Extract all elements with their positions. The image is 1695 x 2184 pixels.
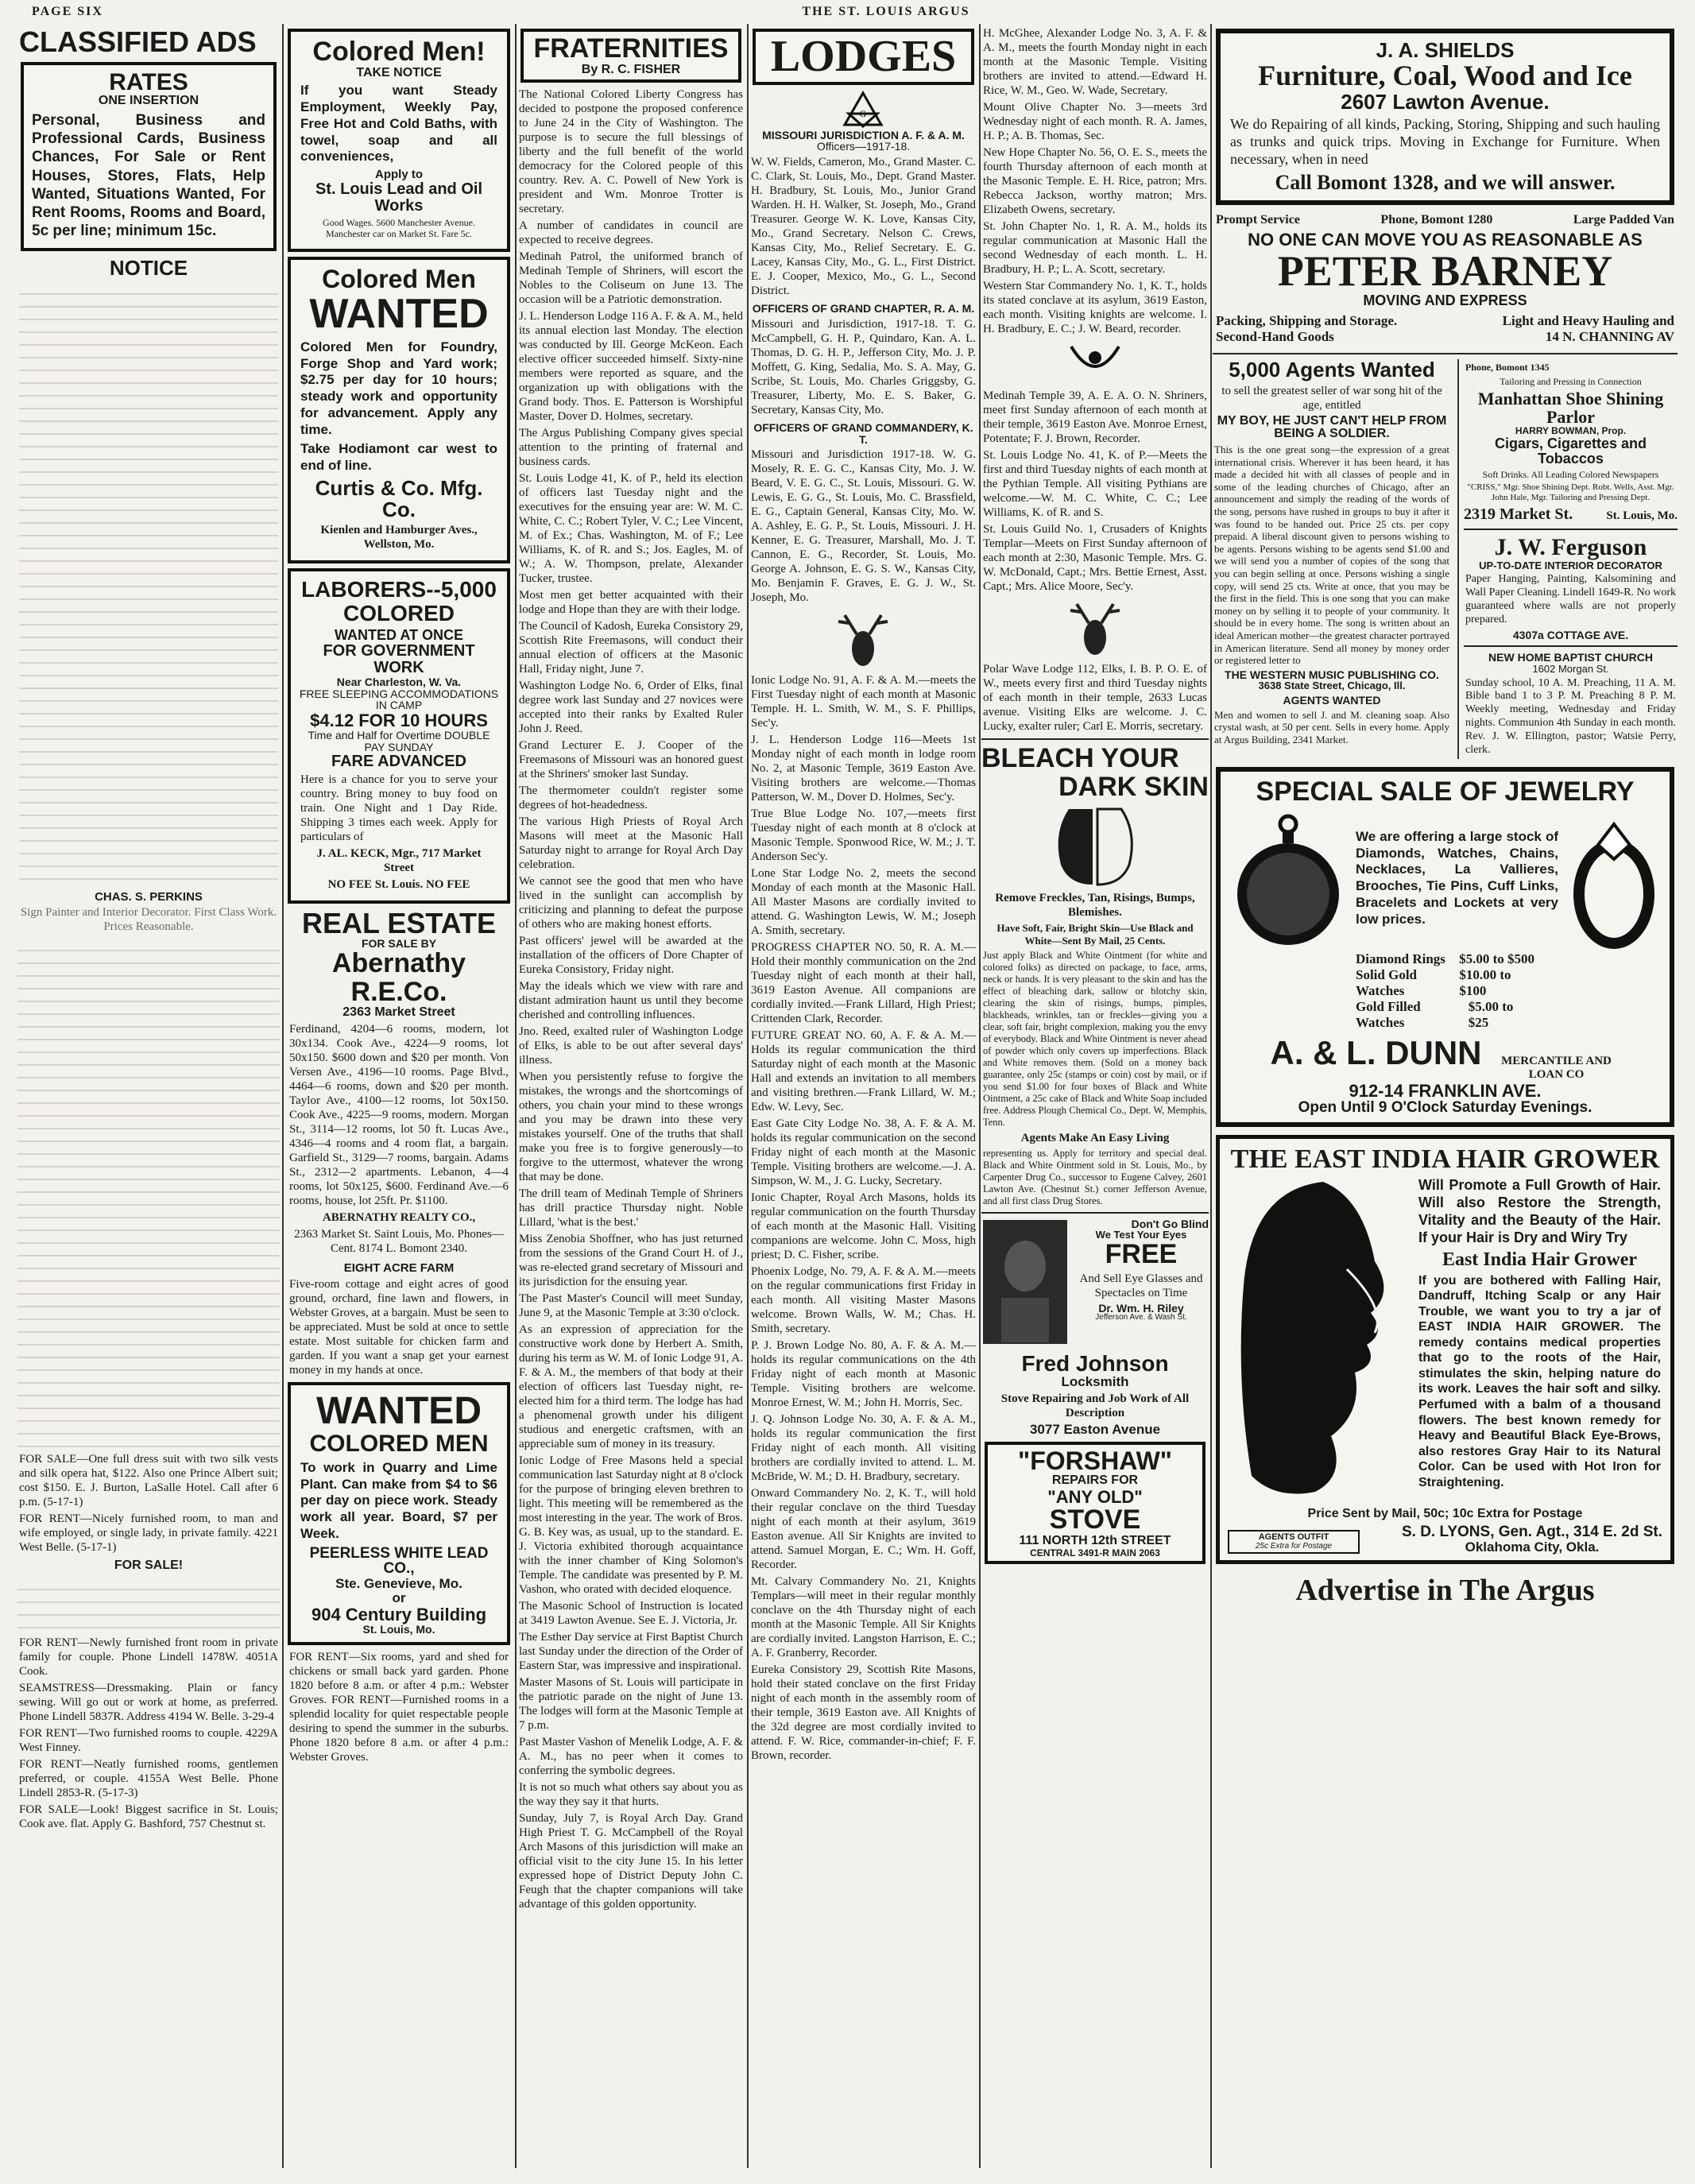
ad-company: Curtis & Co. Mfg. Co. [315,475,483,522]
church-text: Sunday school, 10 A. M. Preaching, 11 A. M. Bible band 1 to 3 P. M. Preaching 8 P. M. Weekly meeting, Wednesday and Friday nights. Communion 4th Sunday in each month. Rev. J. W. Ellington, pastor; Watsie Perry, clerk. [1465,676,1676,756]
doctor-portrait [981,1218,1069,1346]
shoe-cigars: Cigars, Cigarettes and Tobaccos [1494,435,1647,467]
hair-product: East India Hair Grower [1442,1249,1638,1270]
agents-publisher: THE WESTERN MUSIC PUBLISHING CO. [1225,668,1439,681]
forshaw-line-1: REPAIRS FOR [1051,1473,1139,1488]
classified-item-6: FOR SALE—Look! Biggest sacrifice in St. Louis; Cook ave. flat. Apply G. Bashford, 757 Chestnut st. [19,1803,278,1831]
forshaw-address: 111 NORTH 12th STREET [1019,1533,1171,1547]
agents-text: This is the one great song—the expression of a great international crisis. Wherever it has been heard, it has made a decided hit with all classes of people and in some of the leading churches of Chicago, after an announcement and simply the reading of the words of the song, persons have rushed in groups to buy it after it was found to be handed out. Price 25 cts. per copy prepaid. A liberal discount given to persons wishing to be agents. Persons wishing to be agents send $1.00 and we will send you a number of copies of the song that you can begin selling at once. Persons wishing a single copy, will send 25 cts. Write at once, that you may be the first in the field. This is one song that you can make money on by selling it to people of your community. It should be in every home. The song is written about an ideal American mother—the greatest character portrayed in American literature. Send all money by money order or registered letter to [1214,443,1449,667]
ad-or: or [392,1590,406,1606]
fraternity-item: We cannot see the good that men who have lived in the sunlight can accomplish by criticizing and planning to defeat the purpose of others who are making honest efforts. [519,875,743,931]
ads-column [284,24,513,2168]
shriner-emblem [981,339,1209,386]
lodges-part-8: PROGRESS CHAPTER NO. 50, R. A. M.—Hold their monthly communication on the 2nd Tuesday night of each month at their hall, 3619 Easton Avenue. All companions are cordially invited.—Frank Lillard, High Priest; Crittenden Clark, Recorder. [751,941,976,1026]
jewelry-price-row [1356,999,1534,1031]
ad-company-2: ABERNATHY REALTY CO., [322,1211,476,1225]
curtis-ad [288,257,510,564]
advertise-argus: Advertise in The Argus [1295,1574,1595,1608]
classified-title: CLASSIFIED ADS [19,25,257,58]
jewelry-title: SPECIAL SALE OF JEWELRY [1256,776,1635,807]
fraternity-item: St. Louis Lodge 41, K. of P., held its election of officers last Tuesday night and the executives for the ensuing year are: W. M. C. White, C. C.; Robert Tyler, V. C.; Lee Vincent, M. of Ex.; Chas. Washington, M. of F.; Lee Williams, K. of R. and S.; Jos. Eagles, M. of W.; A. W. Thompson, prelate, Alexander Tucker, trustee. [519,472,743,586]
classified-column [17,24,280,2168]
ad-listings: Ferdinand, 4204—6 rooms, modern, lot 30x134. Cook Ave., 4224—9 rooms, lot 50x150. $600 down and $20 per month. Von Versen Ave., 4196—10 rooms. Page Blvd., 4464—6 rooms, down and $20 per month. Taylor Ave., 4100—12 rooms, lot 50x150. Cook Ave., 4225—9 rooms, modern. Morgan St., 3114—12 rooms, lot 50 ft. Lucas Ave., 4346—4 rooms and 4 room flat, a bargain. Garfield St., 3129—7 rooms, bargain. Adams St., 2312—2 apartments. Lebanon, 4—4 rooms, lot 50x125, $600. Ferdinand Ave.—6 rooms, house, lot 25ft. Pr. $1100. [289,1023,509,1208]
bleach-price: Have Soft, Fair, Bright Skin—Use Black and White—Sent By Mail, 25 Cents. [996,922,1194,947]
ferguson-trade: UP-TO-DATE INTERIOR DECORATOR [1479,559,1662,571]
ad-title: WANTED [316,1389,482,1432]
ad-title: LABORERS--5,000 [301,577,497,602]
shields-call: Call Bomont 1328, and we will answer. [1275,171,1616,195]
lodge-entry-9: Polar Wave Lodge 112, Elks, I. B. P. O. E. of W., meets every first and third Tuesday nights of each month in their temple, 2633 Lucas avenue. Visiting Elks are welcome. J. C. Lucky, exalter ruler; Carl E. Morris, secretary. [983,663,1207,733]
fraternity-item: The various High Priests of Royal Arch Masons will meet at the Masonic Hall Saturday night to arrange for Royal Arch Day celebration. [519,815,743,872]
shoe-drinks: Soft Drinks. All Leading Colored Newspapers [1482,468,1659,480]
bleach-ad [981,745,1209,1207]
hair-price: Price Sent by Mail, 50c; 10c Extra for Postage [1307,1506,1583,1520]
lodge-entry-2: Mount Olive Chapter No. 3—meets 3rd Wednesday night of each month. R. A. James, H. P.; A. B. Thomas, Sec. [983,101,1207,142]
farm-text: Five-room cottage and eight acres of good ground, orchard, fine lawn and flowers, in Webster Groves, at a bargain. Must be seen to be appreciated. Must be sold at once to settle estate. Most suitable for chicken farm and garden. If you want a snap get your earnest money in my hands at once. [289,1277,509,1377]
faded-classifieds [19,282,278,886]
square-compass-emblem [749,90,977,130]
ad-fee: NO FEE St. Louis. NO FEE [327,877,470,891]
barney-service: Prompt Service [1216,212,1300,227]
eyes-free: FREE [1105,1238,1178,1269]
shields-business: Furniture, Coal, Wood and Ice [1258,60,1632,92]
barney-name: PETER BARNEY [1277,246,1613,295]
ad-line: FARE ADVANCED [331,752,466,770]
fraternity-item: Past Master Vashon of Menelik Lodge, A. F. & A. M., has no peer when it comes to conferring the symbolic degrees. [519,1736,743,1778]
chapter-title: OFFICERS OF GRAND CHAPTER, R. A. M. [752,302,975,316]
ad-line: FOR GOVERNMENT WORK [323,642,475,677]
barney-phone: Phone, Bomont 1280 [1380,212,1493,227]
shoe-shine-ad [1464,362,1678,524]
rates-text: Personal, Business and Professional Cards, Business Chances, For Sale or Rent Houses, Stores, Flats, Help Wanted, Situations Wanted, For Rent Rooms, Rooms and Board, 5c per line; minimum 15c. [32,112,265,240]
dunn-hours: Open Until 9 O'Clock Saturday Evenings. [1298,1099,1592,1117]
shoe-name: Manhattan Shoe Shining Parlor [1477,389,1664,428]
hair-postage: 25c Extra for Postage [1255,1541,1333,1551]
forshaw-ad [985,1442,1205,1565]
fraternity-item: Washington Lodge No. 6, Order of Elks, final degree work last Sunday and 27 novices were accepted into their ranks by Exalted Ruler John J. Reed. [519,680,743,736]
barney-goods: Second-Hand Goods [1216,329,1334,345]
lodges-officers: Officers—1917-18. [816,140,911,153]
fraternity-item: Master Masons of St. Louis will participate in the patriotic parade on the night of June 13. The lodges will form at the Masonic Temple at 7 p.m. [519,1676,743,1733]
eyes-address: Jefferson Ave. & Wash St. [1095,1313,1187,1322]
forshaw-line-3: STOVE [1049,1504,1141,1535]
lodges-part-4: Ionic Lodge No. 91, A. F. & A. M.—meets the First Tuesday night of each month at Masonic Temple. H. L. Smith, W. M., S. F. Phillips, Sec'y. [751,674,976,730]
fraternity-item: A number of candidates in council are expected to receive degrees. [519,219,743,247]
hair-text: If you are bothered with Falling Hair, Dandruff, Itching Scalp or any Hair Trouble, we want you to try a jar of EAST INDIA HAIR GROWER. The remedy contains medical properties that go to the roots of the Hair, stimulates the skin, helping nature do its work. Leaves the hair soft and silky. Perfumed with a balm of a thousand flowers. The best known remedy for Heavy and Beautiful Black Eye-Brows, also restores Gray Hair to its Natural Color. Can be used with Hot Iron for Straightening. [1418,1273,1661,1489]
lodges-part-7: Lone Star Lodge No. 2, meets the second Monday of each month at the Masonic Hall. All Master Masons are cordially invited to attend. G. Washington Lewis, W. M.; Joseph A. Smith, secretary. [751,867,976,938]
classified-item-5: FOR RENT—Neatly furnished rooms, gentlemen preferred, or couple. 4155A West Belle. Phone Lindell 2853-R. (5-17-3) [19,1758,278,1800]
rates-box [21,62,277,252]
hair-claims: Will Promote a Full Growth of Hair. Will also Restore the Strength, Vitality and the Beauty of the Hair. If your Hair is Dry and Wiry Try [1418,1176,1661,1245]
forshaw-line-2: "ANY OLD" [1047,1487,1143,1508]
lodge-entry-5: Western Star Commandery No. 1, K. T., holds its stated conclave at its asylum, 3619 Easton, each month. Visiting knights are welcome. I. H. Bradbury, E. C.; J. W. Beard, recorder. [983,280,1207,335]
lodges-part-9: FUTURE GREAT NO. 60, A. F. & A. M.—Holds its regular communication the third Saturday night of each month at the Masonic Hall and extends an invitation to all members and visiting brethren.—Frank Lillard, W. M.; Edw. W. Levy, Sec. [751,1029,976,1114]
rates-sub: ONE INSERTION [98,94,199,108]
fraternity-item: Jno. Reed, exalted ruler of Washington Lodge of Elks, is able to be out after several days' illness. [519,1025,743,1067]
lodges-part-2: Missouri and Jurisdiction, 1917-18. T. G. McCampbell, G. H. P., Quindaro, Kan. A. L. Thomas, D. G. H. P., Jefferson City, Mo. J. P. Moffett, G. King, Sedalia, Mo. S. A. May, G. Scribe, St. Louis, Mo. Charles Griggsby, G. Treasurer, Liberty, Mo. E. S. Baker, G. Secretary, Kansas City, Mo. [751,317,976,416]
bleach-title-2: DARK SKIN [1058,771,1209,802]
newspaper-name: THE ST. LOUIS ARGUS [802,5,970,18]
woman-profile-illustration [1228,1174,1411,1508]
church-name: NEW HOME BAPTIST CHURCH [1488,651,1653,664]
eye-doctor-ad [981,1218,1209,1346]
church-address: 1602 Morgan St. [1532,663,1609,676]
fraternity-item: Grand Lecturer E. J. Cooper of the Freemasons of Missouri was an honored guest at the Shriners' smoker last Sunday. [519,739,743,781]
hair-agent: S. D. LYONS, Gen. Agt., 314 E. 2d St. [1401,1523,1662,1540]
shields-text: We do Repairing of all kinds, Packing, Storing, Shipping and such hauling as trunks and quick trips. Moving in Exchange for Furniture. When necessary, when in need [1230,116,1660,168]
fraternities-header [520,29,741,83]
fraternity-item: Miss Zenobia Shoffner, who has just returned from the sessions of the Grand Court H. of J., was re-elected grand secretary of Missouri and its jurisdiction for the ensuing year. [519,1233,743,1289]
shoe-city: St. Louis, Mo. [1606,509,1678,523]
lodges-jurisdiction: MISSOURI JURISDICTION A. F. & A. M. [762,128,965,141]
forshaw-title: "FORSHAW" [1018,1446,1172,1475]
shoe-tailoring: Tailoring and Pressing in Connection [1500,375,1642,387]
ad-title: Colored Men! [312,37,486,67]
fraternities-title: FRATERNITIES [533,33,729,64]
lodges-part-1: W. W. Fields, Cameron, Mo., Grand Master. C. C. Clark, St. Louis, Mo., Dept. Grand Master. H. Bradbury, St. Louis, Mo., Junior Grand Warden. H. H. Walker, St. Joseph, Mo., Grand Treasurer. George W. K. Love, Kansas City, Mo., Grand Secretary. Nelson C. Crews, Kansas City, Mo., Relief Secretary. E. G. Lacey, Kansas City, Mo., G. L., First District. E. J. Cooper, Mexico, Mo., G. L., Second District. [751,156,976,298]
fred-address: 3077 Easton Avenue [1029,1421,1161,1437]
fred-services: Stove Repairing and Job Work of All Description [1000,1392,1190,1419]
dunn-address: 912-14 FRANKLIN AVE. [1349,1081,1542,1102]
barney-ad [1216,213,1674,346]
lodges-part-10: East Gate City Lodge No. 38, A. F. & A. M. holds its regular communication on the second Friday night of each month at the Masonic Temple. Visiting brothers are welcome.—J. A. Simpson, W. M., J. G. Lucky, Secretary. [751,1117,976,1188]
agents-ad [1213,359,1451,759]
ad-address: 2363 Market Street [342,1005,455,1020]
eyes-text: And Sell Eye Glasses and Spectacles on Time [1079,1272,1203,1299]
ad-apply: Apply to [375,168,423,182]
faded-classifieds-2 [17,939,280,1447]
polar-wave-elk-emblem [981,596,1209,660]
fraternity-item: Ionic Lodge of Free Masons held a special communication last Saturday night at 8 o'clock for the purpose of bringing eleven brethren to light. This meeting will be remembered as the most interesting in the year. The work of Bros. G. B. Key was, as usual, up to the standard. E. J. Victoria exhibited thorough acquaintance with the inner chamber of King Solomon's Temple. The candidate was presented by P. M. Vashon, who orated with decided eloquence. [519,1454,743,1597]
bleach-title-1: BLEACH YOUR [981,743,1179,773]
barney-tagline: NO ONE CAN MOVE YOU AS REASONABLE AS [1248,229,1643,250]
farm-title: EIGHT ACRE FARM [343,1261,455,1276]
ad-sub: TAKE NOTICE [356,65,442,79]
lodges-part-16: Mt. Calvary Commandery No. 21, Knights Templars—will meet in their regular monthly conclave on the 4th Thursday night of each month at the Masonic Temple. All Sir Knights are cordially invited. Langston Harrison, E. C.; A. F. Granberry, Recorder. [751,1575,976,1660]
right-column [1213,24,1678,2168]
lodges-part-17: Eureka Consistory 29, Scottish Rite Masons, hold their stated conclave on the first Friday night of each month in the assembly room of their temple, 3619 Easton ave. All Knights of the 32d degree are most cordially invited to attend. F. W. Rice, commander-in-chief; F. F. Brown, recorder. [751,1663,976,1763]
shoe-prop: HARRY BOWMAN, Prop. [1515,425,1627,437]
lodges-part-15: Onward Commandery No. 2, K. T., will hold their regular conclave on the third Tuesday night of each month at their asylum, 3619 Easton avenue. All Sir Knights are invited to attend. Samuel Morgan, E. C.; Wm. H. Goff, Recorder. [751,1487,976,1572]
fraternity-item: The Masonic School of Instruction is located at 3419 Lawton Avenue. See E. J. Victoria, Jr. [519,1600,743,1628]
for-sale-heading: FOR SALE! [114,1559,184,1573]
ad-text: If you want Steady Employment, Weekly Pay, Free Hot and Cold Baths, with towel, soap and all conveniences, [300,83,497,165]
fraternities-column [517,24,745,2168]
jewelry-ad [1216,767,1674,1127]
rent-notices: FOR RENT—Six rooms, yard and shed for chickens or small back yard garden. Phone 1820 before 8 a.m. or after 4 p.m.: Webster Groves. FOR RENT—Furnished rooms in a splendid locality for quiet respectable people desiring to spend the summer in the suburbs. Phone 1820 before 8 a.m. or after 4 p.m.: Webster Groves. [289,1650,509,1764]
ad-sub: COLORED MEN [309,1431,489,1458]
ferguson-text: Paper Hanging, Painting, Kalsomining and Wall Paper Cleaning. Lindell 1649-R. No work guaranteed where walls are not properly prepared. [1465,573,1676,625]
perkins-text: Sign Painter and Interior Decorator. First Class Work. Prices Reasonable. [20,906,277,934]
peerless-ad [288,1382,510,1645]
ad-line: WANTED AT ONCE [335,627,463,644]
agents-title: 5,000 Agents Wanted [1229,358,1435,382]
lodges-part-12: Phoenix Lodge, No. 79, A. F. & A. M.—meets on the regular communications first Friday in each month. All visiting Master Masons welcome. Brown Walls, W. M.; Chas. H. Smith, secretary. [751,1265,976,1336]
ad-text: Here is a chance for you to serve your country. Bring money to buy food on train. One Night and 1 Day Ride. Shipping 3 times each week. Apply for particulars of [300,773,497,843]
shields-ad [1216,29,1674,205]
fred-trade: Locksmith [1061,1373,1129,1389]
ad-title: REAL ESTATE [301,906,497,939]
real-estate-ad [288,908,510,1377]
ferguson-name: J. W. Ferguson [1494,534,1647,561]
fraternity-item: Most men get better acquainted with their lodge and Hope than they are with their lodge. [519,589,743,617]
barney-hauling: Light and Heavy Hauling and [1502,313,1674,329]
classified-item-4: FOR RENT—Two furnished rooms to couple. 4229A West Finney. [19,1727,278,1755]
perkins-name: CHAS. S. PERKINS [95,889,203,904]
fraternity-item: J. L. Henderson Lodge 116 A. F. & A. M., held its annual election last Monday. The election was conducted by Ill. George McKeon. Each elective officer succeeded himself. Sixty-nine members were reported as square, and the organization up with obligations with the Grand body. Thos. E. Patterson is Worshipful Master, Dover D. Holmes, secretary. [519,310,743,424]
ad-phone: 2363 Market St. Saint Louis, Mo. Phones—Cent. 8174 L. Bomont 2340. [294,1228,504,1256]
fraternity-item: The Argus Publishing Company gives special attention to the printing of fraternal and business cards. [519,427,743,469]
fraternity-item: The Past Master's Council will meet Sunday, June 9, at the Masonic Temple at 3:30 o'clock. [519,1292,743,1320]
agents-song: MY BOY, HE JUST CAN'T HELP FROM BEING A SOLDIER. [1217,413,1447,441]
faces-illustration [981,801,1209,889]
hair-city: Oklahoma City, Okla. [1465,1539,1600,1555]
lodges-header [753,29,974,85]
jewelry-item-label: Gold Filled Watches [1356,999,1421,1031]
eyes-title: Don't Go Blind [1131,1217,1209,1230]
fraternity-item: The Esther Day service at First Baptist Church last Sunday under the direction of the Order of Eastern Star, was impressive and inspirational. [519,1631,743,1673]
fraternity-item: The National Colored Liberty Congress has decided to postpone the proposed conference to June 24 in the City of Washington. The purpose is to secure the full blessings of liberty and the full benefit of the world democracy for the Colored people of this country. Rev. A. C. Powell of New York is president and Wm. Monroe Trotter is secretary. [519,88,743,216]
soap-agents-text: Men and women to sell J. and M. cleaning soap. Also crystal wash, at 50 per cent. Sells in every home. Apply at Argus Building, 2341 Market. [1214,708,1449,745]
fraternities-body [517,87,745,1809]
barney-van: Large Padded Van [1573,212,1674,227]
shields-name: J. A. SHIELDS [1376,38,1515,62]
classified-item-0: FOR SALE—One full dress suit with two silk vests and silk opera hat, $122. Also one Prince Albert suit; cost $150. E. J. Burton, LaSalle Hotel. Call after 6 p.m. (5-17-1) [19,1453,278,1509]
fraternity-item: Past officers' jewel will be awarded at the installation of the officers of Dore Chapter of Eureka Consistory, Friday night. [519,935,743,977]
fraternity-item: The drill team of Medinah Temple of Shriners has drill practice Thursday night. Noble Lillard, 'what is the best.' [519,1187,743,1229]
shoe-address: 2319 Market St. [1464,505,1573,524]
forshaw-phones: CENTRAL 3491-R MAIN 2063 [1030,1547,1160,1559]
dunn-name: A. & L. DUNN [1270,1034,1482,1072]
hair-agents-outfit: AGENTS OUTFIT [1258,1532,1329,1543]
lodge-entry-4: St. John Chapter No. 1, R. A. M., holds its regular communication at Masonic Hall the second Wednesday of each month. L. H. Bradbury, H. P.; L. A. Scott, secretary. [983,220,1207,276]
ad-address: Ste. Genevieve, Mo. [335,1576,462,1592]
eyes-sub: We Test Your Eyes [1095,1229,1187,1241]
dunn-business: MERCANTILE AND LOAN CO [1501,1055,1612,1082]
elk-emblem [749,607,977,671]
lodge-entry-8: St. Louis Guild No. 1, Crusaders of Knights Templar—Meets on First Sunday afternoon of each month at 2:30, Masonic Temple. Mrs. G. W. McDonald, Capt.; Mrs. Bettie Ernest, Asst. Capt.; Mrs. Alice Moore, Sec'y. [983,523,1207,593]
fraternity-item: It is not so much what others say about you as the way they say it that hurts. [519,1781,743,1809]
ad-company: PEERLESS WHITE LEAD CO., [309,1544,489,1578]
lodge-entry-3: New Hope Chapter No. 56, O. E. S., meets the fourth Thursday afternoon of each month at the Masonic Temple. E. H. Rice, patron; Mrs. Rebecca Jackson, worthy matron; Mrs. Elizabeth Owens, secretary. [983,146,1207,216]
barney-business: MOVING AND EXPRESS [1363,292,1527,309]
church-notice [1464,652,1678,757]
lodges-part-13: P. J. Brown Lodge No. 80, A. F. & A. M.—holds its regular communications on the 4th Friday night of each month at Masonic Temple. Visiting brothers are welcome. Monroe Ernest, W. M.; John H. Morris, Sec. [751,1339,976,1410]
agents-sub: to sell the greatest seller of war song hit of the age, entitled [1221,384,1442,412]
jewelry-price-row [1356,951,1534,967]
jewelry-text: We are offering a large stock of Diamonds, Watches, Chains, Necklaces, La Vallieres, Brooches, Tie Pins, Cuff Links, Bracelets and Lockets at very low prices. [1356,828,1558,927]
lodge-entry-1: H. McGhee, Alexander Lodge No. 3, A. F. & A. M., meets the fourth Monday night in each month at the Masonic Temple. Visiting brothers are invited to attend.—Edward H. Rice, W. M., Geo. W. Wade, Secretary. [983,27,1207,97]
lodges-part-11: Ionic Chapter, Royal Arch Masons, holds its regular communication on the fourth Thursday of each month at the Masonic Hall. Visiting companions are welcome. John C. Moss, high priest; D. C. Fisher, scribe. [751,1191,976,1262]
hair-title: THE EAST INDIA HAIR GROWER [1230,1144,1660,1175]
barney-services: Packing, Shipping and Storage. [1216,313,1398,329]
fraternity-item: May the ideals which we view with rare and distant admiration haunt us until they become cherished and controlling influences. [519,980,743,1022]
svg-text:G: G [859,107,867,119]
ad-company: St. Louis Lead and Oil Works [315,180,483,215]
ad-company: Abernathy R.E.Co. [331,948,466,1007]
lodges-part-6: True Blue Lodge No. 107,—meets first Tuesday night of each month at 8 o'clock at Masonic Temple. Sponwood Rice, W. M.; J. T. Anderson Sec'y. [751,807,976,864]
ad-directions: Take Hodiamont car west to end of line. [300,441,497,474]
fraternity-item: The Council of Kadosh, Eureka Consistory 29, Scottish Rite Freemasons, will conduct their annual election of officers at the Masonic Hall, Friday night, June 7. [519,620,743,676]
rates-title: RATES [109,68,188,95]
classified-item-3: SEAMSTRESS—Dressmaking. Plain or fancy sewing. Will go out or work at home, as preferred. Phone Lindell 5837R. Address 4194 W. Belle. 3-29-4 [19,1682,278,1724]
lodge-entry-6: Medinah Temple 39, A. E. A. O. N. Shriners, meet first Sunday afternoon of each month at their temple, 3619 Easton Ave. Monroe Ernest, Potentate; F. J. Brown, Recorder. [983,389,1207,445]
jewelry-price-list [1356,951,1534,1031]
ferguson-address: 4307a COTTAGE AVE. [1512,628,1629,641]
lodges-column [749,24,977,2168]
fraternities-byline: By R. C. FISHER [581,62,681,76]
jewelry-item-price: $10.00 to $100 [1459,967,1511,999]
masthead [32,5,1669,22]
laborers-ad [288,568,510,903]
ad-title: Colored Men [322,264,476,293]
fred-name: Fred Johnson [1021,1350,1169,1376]
notice-heading: NOTICE [109,256,188,281]
faded-classifieds-3 [17,1578,280,1633]
ad-text: To work in Quarry and Lime Plant. Can make from $4 to $6 per day on piece work. Steady work all year. Board, $7 per Week. [300,1459,497,1541]
ad-wage: $4.12 FOR 10 HOURS [310,711,488,731]
barney-address: 14 N. CHANNING AV [1545,329,1674,345]
bleach-text: Just apply Black and White Ointment (for white and colored folks) as directed on package, to face, arms, neck or hands. It is very pleasant to the skin and has the effect of bleaching dark, sallow or blotchy skin, clearing the skin of risings, bumps, pimples, blackheads, wrinkles, tan or freckles—giving you a clear, soft fair, bright complexion, making you the envy of everybody. Black and White Ointment is never ahead of powder which only covers up imperfections. Black and White removes them. (Sold on a money back guarantee, only 25c (stamps or coin) cost by mail, or if you send $1.00 for four boxes of Black and White Ointment, a 25c cake of Black and White Soap included free. Address Plough Chemical Co., Dept. W, Memphis, Tenn. [983,949,1207,1128]
ferguson-ad [1464,535,1678,641]
ad-text: Colored Men for Foundry, Forge Shop and Yard work; $2.75 per day for 10 hours; steady work and opportunity for advancement. Apply any time. [300,339,497,437]
lodges-part-3: Missouri and Jurisdiction 1917-18. W. G. Mosely, R. E. G. C., Kansas City, Mo. J. W. Beard, V. E. G. C., St. Louis, Missouri. G. W. Lewis, E. G. G., St. Louis, Mo. C. Brassfield, E. G., Captain General, Kansas City, Mo. W. A. Ashley, E. G. P., St. Louis, Missouri. J. H. Kenner, E. G. Treasurer, Marshall, Mo. J. T. Cannon, E. G., Recorder, St. Louis, Mo. George A. Johnson, E. G. S. W., Kansas City, Mo. Benjamin F. Graves, E. G. J. W., St. Joseph, Mo. [751,448,976,605]
eyes-doctor: Dr. Wm. H. Riley [1098,1301,1184,1315]
pocket-watch-icon [1229,807,1348,950]
lodges-part-14: J. Q. Johnson Lodge No. 30, A. F. & A. M., holds its regular communication the first Friday night of each month. All visiting brothers are cordially invited to attend. L. M. McBride, W. M.; D. H. Bradbury, secretary. [751,1413,976,1484]
shoe-staff: "CRISS," Mgr. Shoe Shining Dept. Robt. Wells, Asst. Mgr. John Hale, Mgr. Tailoring and Pressing Dept. [1467,482,1674,503]
ad-line: Near Charleston, W. Va. [336,676,462,689]
lead-works-ad [288,29,510,252]
ad-title-2: COLORED [343,600,455,625]
fraternities-footer: Sunday, July 7, is Royal Arch Day. Grand High Priest T. G. McCampbell of the Royal Arch Masons of this jurisdiction will make an official visit to the city June 15. In his letter expressed hope of District Deputy John C. Feugh that the chapter companions will take advantage of this golden opportunity. [519,1812,743,1911]
jewelry-price-row [1356,967,1534,999]
ad-line: Time and Half for Overtime DOUBLE PAY SUNDAY [308,729,490,753]
ad-address: Kienlen and Hamburger Aves., Wellston, Mo. [320,524,478,552]
lodges-title: LODGES [770,32,957,81]
fraternity-item: The thermometer couldn't register some degrees of hot-headedness. [519,784,743,812]
classified-item-1: FOR RENT—Nicely furnished room, to man and wife employed, or single lady, in private family. 4221 West Belle. (5-17-1) [19,1512,278,1555]
page-number: PAGE SIX [32,5,103,18]
lodge-entry-7: St. Louis Lodge No. 41, K. of P.—Meets the first and third Tuesday nights of each month at the Pythian Temple. All visiting Pythians are welcome.—W. M. C. White, C. C.; Lee Williams, K. of R. and S. [983,449,1207,519]
bleach-agents: Agents Make An Easy Living [1020,1131,1170,1144]
jewelry-item-price: $5.00 to $500 [1459,951,1534,967]
lodges-column-2 [981,24,1209,2168]
classified-item-2: FOR RENT—Newly furnished front room in private family for couple. Phone Lindell 1478W. 4051A Cook. [19,1636,278,1679]
ad-address: Good Wages. 5600 Manchester Avenue. Manchester car on Market St. Fare 5c. [323,216,475,240]
bleach-stores: representing us. Apply for territory and special deal. Black and White Ointment sold in St. Louis, Mo., by Carpenter Drug Co., successor to Eugene Calvey, 2601 Lawton Ave. (Chestnut St.) corner Jefferson Avenue, and all first class Drug Stores. [983,1147,1207,1206]
ad-sub: FOR SALE BY [361,937,437,951]
fraternity-item: As an expression of appreciation for the constructive work done by Herbert A. Smith, during his term as W. M. of Ionic Lodge 91, A. F. & A. M., the members of that body at their election of officers last Tuesday night, re-elected him for a third term. The lodge has had a phenomenal growth under his diligent studious and energetic craftsmen, with an appreciable sum of money in its treasury. [519,1323,743,1451]
shields-address: 2607 Lawton Avenue. [1341,90,1550,114]
fraternity-item: When you persistently refuse to forgive the mistakes, the wrongs and the shortcomings of others, you chain your mind to these wrongs and you may be drawn into these very mistakes yourself. One of the truths that shall make you free is to forgive generously—to forgive to the uttermost, whatever the wrong that may be done. [519,1071,743,1184]
soap-agents-title: AGENTS WANTED [1283,694,1381,707]
lodges-part-5: J. L. Henderson Lodge 116—Meets 1st Monday night of each month in lodge room No. 2, at Masonic Temple, 3619 Easton Ave. Visiting brothers are welcome.—Thomas Patterson, W. M., Dover D. Holmes, Sec'y. [751,734,976,804]
jewelry-item-label: Diamond Rings [1356,951,1445,967]
agents-address: 3638 State Street, Chicago, Ill. [1258,680,1406,692]
fraternity-item: Medinah Patrol, the uniformed branch of Medinah Temple of Shriners, will escort the Nobles to the Coliseum on June 13. The occasion will be a Patriotic demonstration. [519,250,743,307]
ad-line: FREE SLEEPING ACCOMMODATIONS IN CAMP [299,687,499,712]
ad-title-2: WANTED [309,291,489,338]
ad-address-2: 904 Century Building [311,1605,487,1625]
ad-city: St. Louis, Mo. [362,1623,435,1636]
hair-grower-ad [1216,1135,1674,1564]
shoe-phone: Phone, Bomont 1345 [1465,362,1550,374]
bleach-sub: Remove Freckles, Tan, Risings, Bumps, Blemishes. [995,892,1195,920]
jewelry-item-price: $5.00 to $25 [1468,999,1514,1031]
jewelry-item-label: Solid Gold Watches [1356,967,1418,999]
ad-contact: J. AL. KECK, Mgr., 717 Market Street [316,846,482,874]
diamond-ring-icon [1566,807,1662,950]
commandery-title: OFFICERS OF GRAND COMMANDERY, K. T. [753,420,973,446]
